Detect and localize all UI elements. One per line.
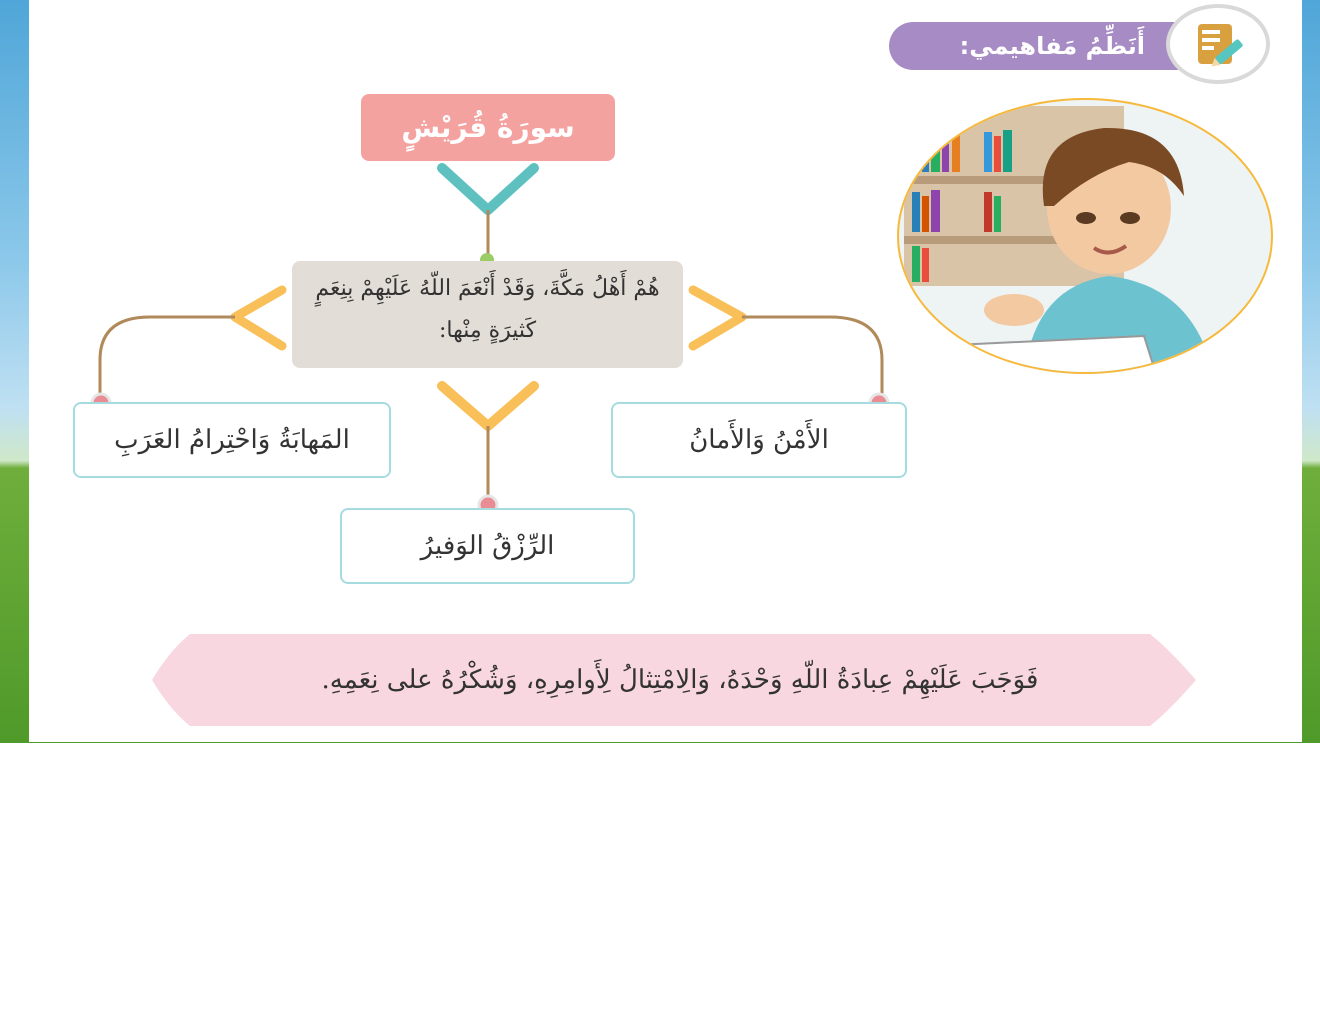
- orange-chevron-left: [235, 290, 282, 346]
- leaf-text-left: المَهابَةُ وَاحْتِرامُ العَرَبِ: [114, 425, 350, 455]
- orange-chevron-right: [693, 290, 742, 346]
- leaf-text-right: الأَمْنُ وَالأَمانُ: [689, 425, 829, 455]
- teal-chevron-down: [442, 168, 534, 210]
- leaf-text-bottom: الرِّزْقُ الوَفيرُ: [420, 531, 555, 561]
- conclusion-text: فَوَجَبَ عَلَيْهِمْ عِبادَةُ اللّهِ وَحْدَهُ، وَالِامْتِثالُ لِأَوامِرِهِ، وَشُكْرُهُ على نِعَمِهِ.: [321, 665, 1039, 695]
- orange-chevron-down: [442, 386, 534, 426]
- center-concept-text: هُمْ أَهْلُ مَكَّةَ، وَقَدْ أَنْعَمَ اللّهُ عَلَيْهِمْ بِنِعَمٍ كَثيرَةٍ مِنْها:: [315, 276, 660, 343]
- map-title: سورَةُ قُرَيْشٍ: [401, 111, 575, 144]
- section-title: أَنَظِّمُ مَفاهيمي:: [959, 32, 1145, 60]
